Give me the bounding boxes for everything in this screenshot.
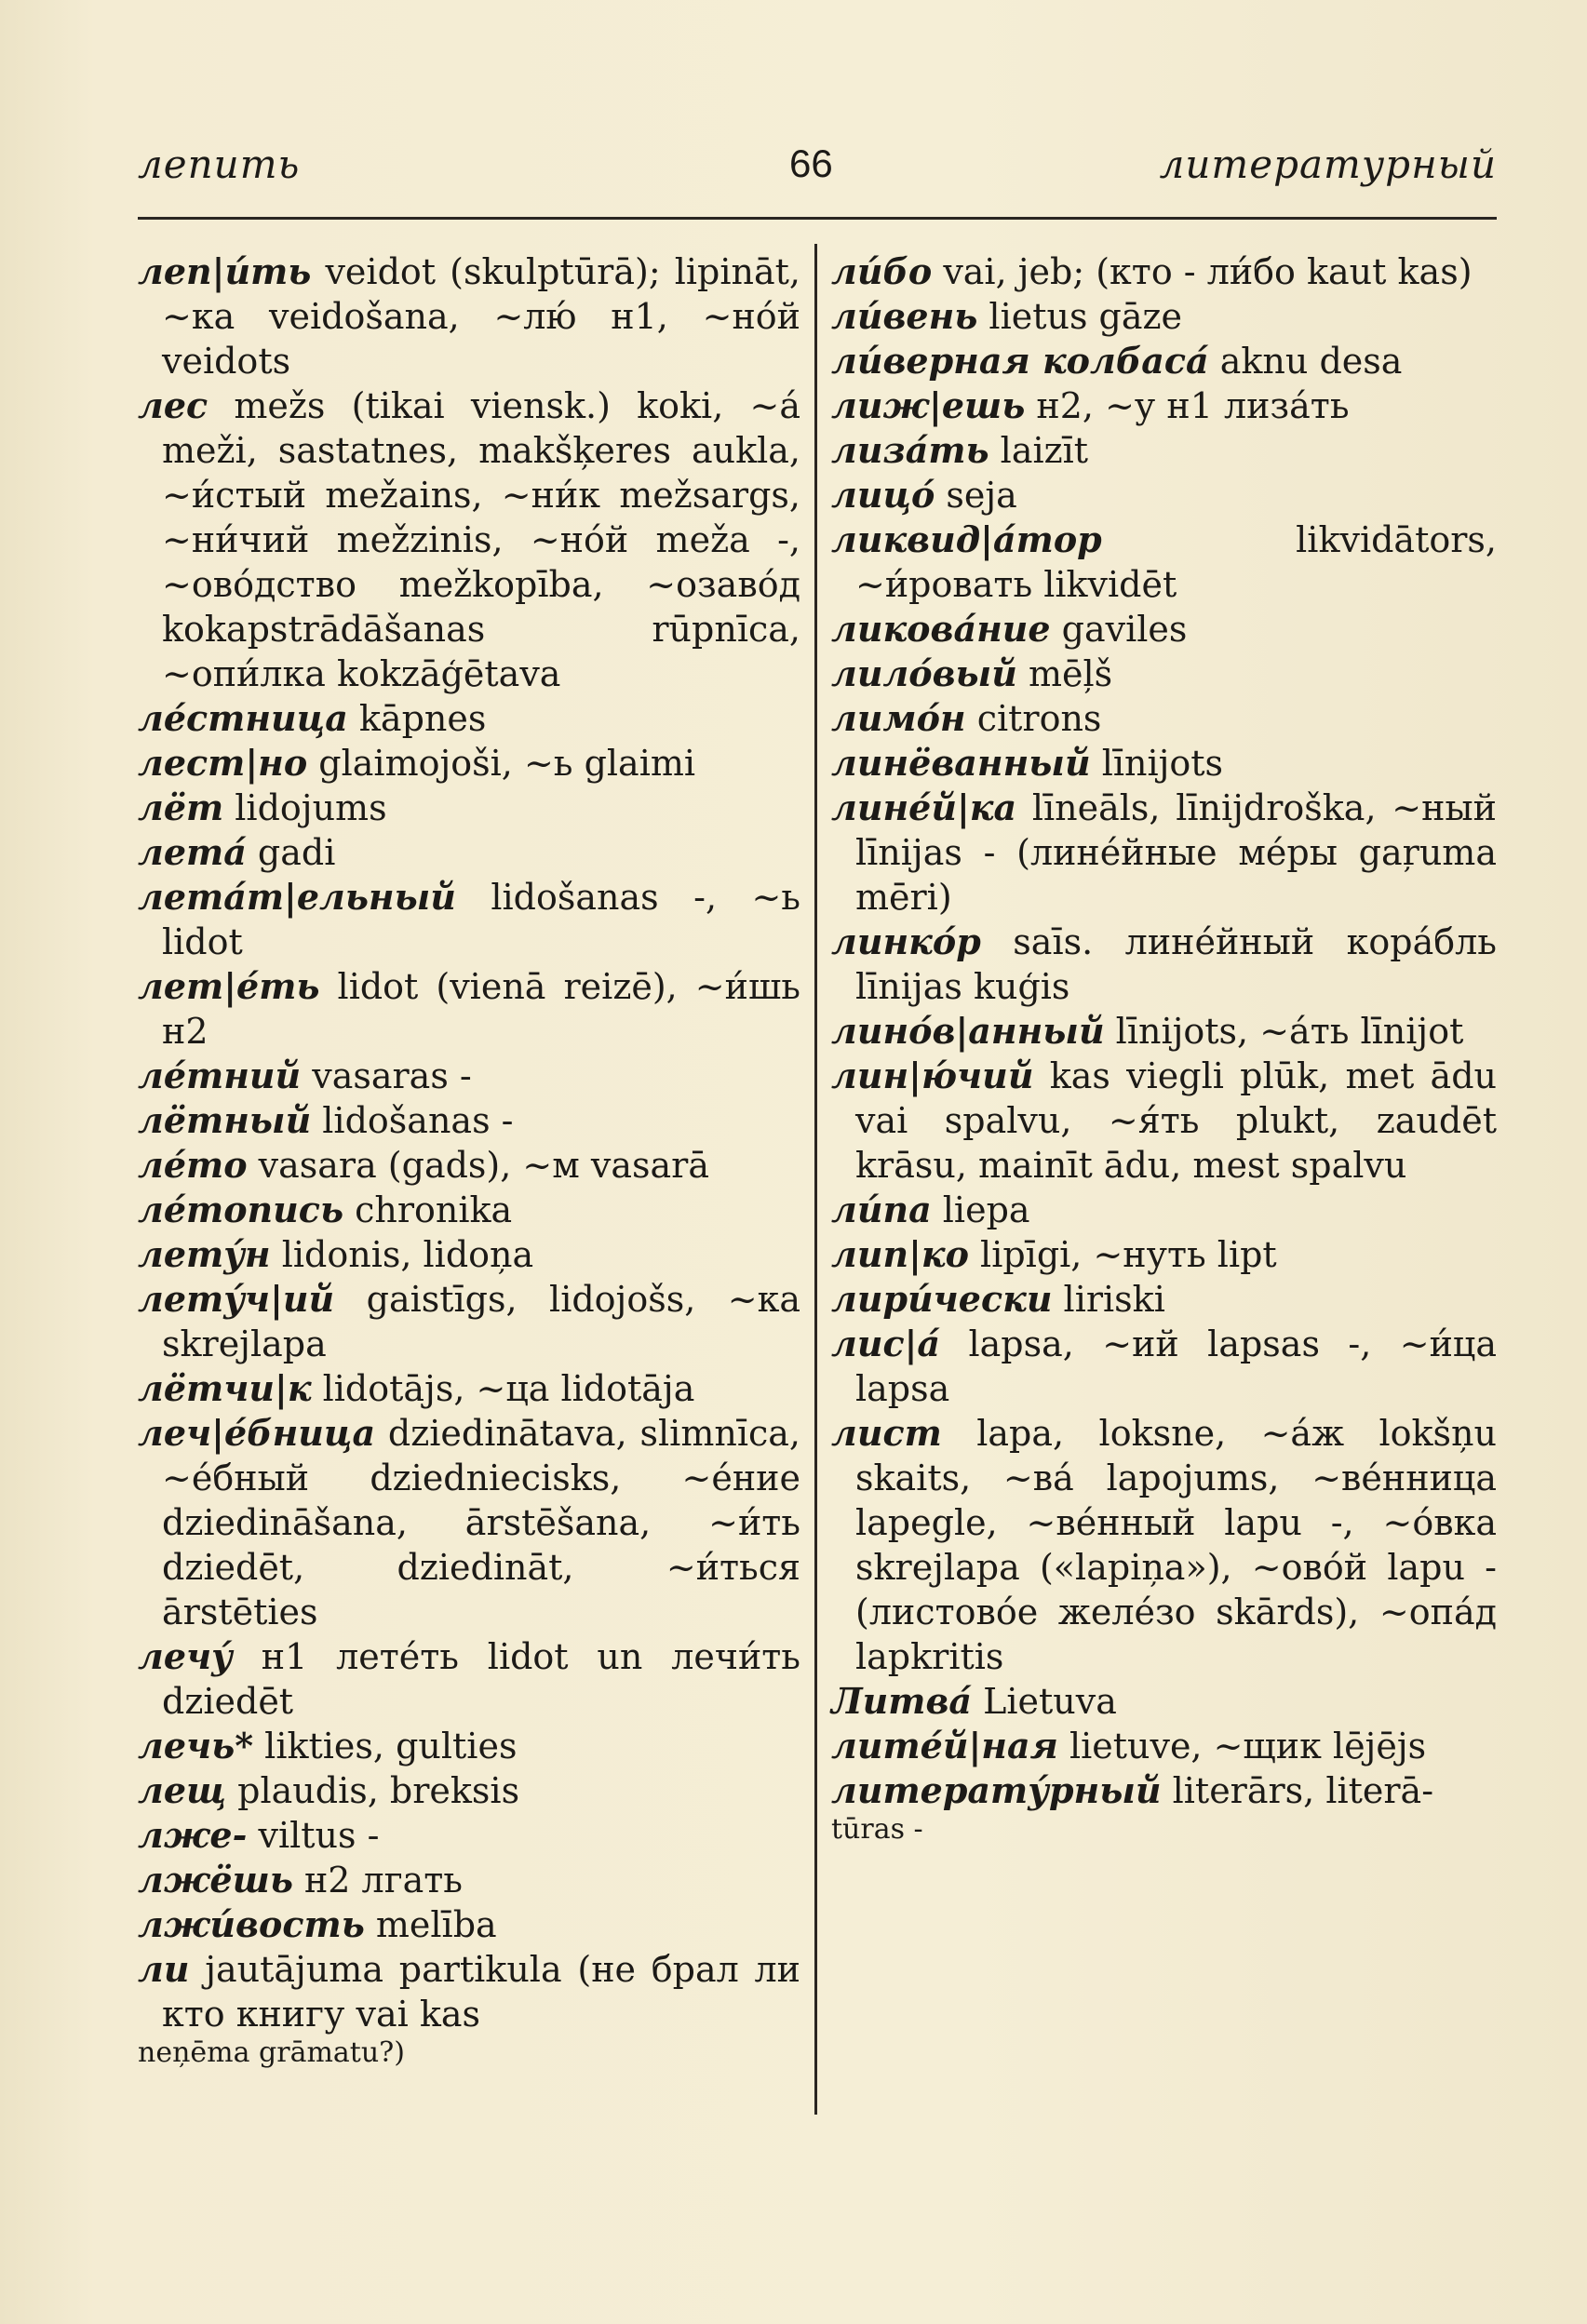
entry-headword: ле́тний	[138, 1055, 302, 1096]
dictionary-entry	[831, 786, 1497, 920]
entry-definition: aknu desa	[1208, 341, 1403, 382]
entry-headword: лётный	[138, 1099, 312, 1141]
dictionary-entry	[831, 249, 1497, 294]
dictionary-entry	[138, 1411, 800, 1634]
entry-headword: лин|ю́чий	[831, 1055, 1034, 1096]
dictionary-entry	[138, 1098, 800, 1143]
dictionary-entry	[831, 428, 1497, 473]
entry-definition: lidošanas -	[311, 1100, 514, 1141]
entry-headword: лиж|ешь	[831, 384, 1026, 426]
entry-definition: gaistīgs, lidojošs, ~ка skrejlapa	[162, 1279, 800, 1364]
entry-definition: lapsa, ~ий lapsas -, ~и́ца lapsa	[855, 1323, 1497, 1409]
header-left-guideword: лепить	[138, 141, 301, 187]
entry-headword: лите́й|ная	[831, 1725, 1058, 1767]
entry-headword: линко́р	[831, 920, 981, 962]
entry-headword: лис|а́	[831, 1323, 941, 1364]
dictionary-entry	[138, 830, 800, 875]
entry-definition: gaviles	[1050, 609, 1188, 650]
entry-headword: лиза́ть	[831, 429, 989, 471]
entry-headword: ли́бо	[831, 250, 933, 292]
dictionary-entry	[138, 383, 800, 696]
entry-headword: лес	[138, 384, 208, 426]
entry-definition: glaimojoši, ~ь glaimi	[307, 743, 696, 784]
header-right-guideword: литературный	[1159, 141, 1497, 187]
dictionary-entry	[138, 696, 800, 741]
entry-headword: ле́топись	[138, 1189, 344, 1230]
entry-headword: лжи́вость	[138, 1903, 365, 1945]
entry-definition: veidot (skulptūrā); lipināt, ~ка veidošana, ~лю́ н1, ~но́й veidots	[162, 251, 800, 382]
entry-headword: лету́ч|ий	[138, 1278, 335, 1320]
entry-headword: лечь*	[138, 1725, 254, 1767]
entry-definition: neņēma grāmatu?)	[138, 2036, 405, 2069]
dictionary-entry	[138, 1634, 800, 1724]
entry-definition: liriski	[1052, 1279, 1165, 1320]
dictionary-entry	[138, 786, 800, 830]
dictionary-entry	[831, 1724, 1497, 1768]
entry-headword: лже-	[138, 1814, 248, 1856]
entry-headword: ли́вень	[831, 295, 978, 337]
dictionary-entry	[138, 1813, 800, 1858]
entry-definition: kas viegli plūk, met ādu vai spalvu, ~я́ть plukt, zaudēt krāsu, mainīt ādu, mest spalvu	[855, 1055, 1497, 1186]
entry-headword: лечу́	[138, 1635, 233, 1677]
dictionary-entry	[831, 1277, 1497, 1322]
entry-headword: лест|но	[138, 742, 308, 784]
entry-definition: melība	[364, 1904, 497, 1945]
entry-headword: лири́чески	[831, 1278, 1053, 1320]
entry-headword: лета́	[138, 831, 247, 873]
entry-definition: saīs. лине́йный кора́бль līnijas kuģis	[855, 921, 1497, 1007]
entry-definition: lidojums	[223, 787, 387, 828]
dictionary-entry	[138, 1768, 800, 1813]
entry-headword: леч|е́бница	[138, 1412, 376, 1454]
dictionary-entry	[831, 1054, 1497, 1188]
entry-definition: lipīgi, ~нуть lipt	[968, 1234, 1277, 1275]
entry-headword: лино́в|анный	[831, 1010, 1105, 1052]
dictionary-entry	[831, 1232, 1497, 1277]
entry-headword: ле́стница	[138, 697, 348, 739]
entry-headword: лета́т|ельный	[138, 876, 456, 918]
dictionary-entry	[831, 696, 1497, 741]
entry-definition: mēļš	[1016, 653, 1113, 694]
page-number: 66	[789, 141, 833, 185]
entry-headword: ли́па	[831, 1189, 932, 1230]
dictionary-entry	[138, 741, 800, 786]
entry-definition: lidot (vienā reizē), ~и́шь н2	[162, 966, 800, 1052]
entry-headword: литерату́рный	[831, 1769, 1162, 1811]
entry-headword: ли	[138, 1948, 190, 1990]
entry-definition: lietuve, ~щик lējējs	[1057, 1726, 1427, 1767]
dictionary-entry	[138, 964, 800, 1054]
dictionary-entry	[831, 920, 1497, 1009]
entry-headword: линёванный	[831, 742, 1091, 784]
dictionary-entry	[831, 741, 1497, 786]
entry-definition: tūras -	[831, 1813, 923, 1846]
entry-definition: lidonis, lidoņa	[270, 1234, 534, 1275]
dictionary-entry	[138, 1902, 800, 1947]
entry-definition: vasara (gads), ~м vasarā	[247, 1145, 709, 1186]
entry-headword: лило́вый	[831, 652, 1017, 694]
entry-definition: lidotājs, ~ца lidotāja	[311, 1368, 695, 1409]
entry-definition: н1 лете́ть lidot un лечи́ть dziedēt	[162, 1636, 800, 1722]
dictionary-entry	[138, 1188, 800, 1232]
dictionary-entry	[138, 1947, 800, 2036]
entry-definition: Lietuva	[972, 1681, 1117, 1722]
entry-headword: Литва́	[831, 1680, 973, 1722]
entry-headword: лист	[831, 1412, 942, 1454]
dictionary-entry	[138, 1366, 800, 1411]
dictionary-entry	[138, 1724, 800, 1768]
entry-headword: лицо́	[831, 474, 935, 516]
entry-definition: lidošanas -, ~ь lidot	[162, 877, 800, 962]
entry-definition: viltus -	[247, 1815, 380, 1856]
entry-headword: лжёшь	[138, 1859, 293, 1901]
entry-headword: лещ	[138, 1769, 227, 1811]
dictionary-entry	[138, 249, 800, 383]
entry-headword: лету́н	[138, 1233, 271, 1275]
dictionary-entry	[138, 1143, 800, 1188]
entry-headword: лип|ко	[831, 1233, 969, 1275]
entry-definition: lapa, loksne, ~а́ж lokšņu skaits, ~ва́ lapojums, ~ве́нница lapegle, ~ве́нный lapu -, ~о́вка skrejlapa («lapiņa»), ~ово́й lapu - (листово́е желе́зо skārds), ~опа́д lapkritis	[855, 1413, 1497, 1677]
entry-definition: dziedinātava, slimnīca, ~е́бный dziedniecisks, ~е́ние dziedināšana, ārstēšana, ~и́ть dziedēt, dziedināt, ~и́ться ārstēties	[162, 1413, 800, 1632]
entry-definition: liepa	[931, 1189, 1030, 1230]
dictionary-entry	[138, 1054, 800, 1098]
entry-headword: ликова́ние	[831, 608, 1051, 650]
page-header	[138, 141, 1497, 197]
dictionary-entry	[831, 294, 1497, 339]
dictionary-entry	[138, 1277, 800, 1366]
left-column	[138, 249, 800, 2070]
dictionary-entry	[831, 1813, 1497, 1847]
entry-definition: līneāls, līnijdroška, ~ный līnijas - (лине́йные ме́ры gaŗuma mēri)	[855, 787, 1497, 918]
dictionary-entry	[831, 1768, 1497, 1813]
dictionary-entry	[831, 652, 1497, 696]
dictionary-entry	[138, 875, 800, 964]
dictionary-entry	[138, 1232, 800, 1277]
entry-definition: jautājuma partikula (не брал ли кто книгу vai kas	[162, 1949, 800, 2035]
entry-definition: kāpnes	[347, 698, 487, 739]
entry-headword: лимо́н	[831, 697, 966, 739]
entry-headword: ли́верная колбаса́	[831, 340, 1209, 382]
right-column	[831, 249, 1497, 1847]
dictionary-entry	[831, 1679, 1497, 1724]
entry-headword: лётчи|к	[138, 1367, 312, 1409]
entry-definition: vasaras -	[301, 1055, 472, 1096]
entry-definition: lietus gāze	[977, 296, 1183, 337]
dictionary-entry	[831, 1188, 1497, 1232]
entry-definition: likties, gulties	[253, 1726, 518, 1767]
entry-definition: seja	[935, 475, 1017, 516]
entry-definition: vai, jeb; (кто - ли́бо kaut kas)	[932, 251, 1473, 292]
entry-headword: лет|е́ть	[138, 965, 320, 1007]
dictionary-entry	[138, 2036, 800, 2070]
dictionary-entry	[831, 1322, 1497, 1411]
dictionary-entry	[831, 339, 1497, 383]
entry-definition: gadi	[246, 832, 336, 873]
entry-headword: лине́й|ка	[831, 786, 1017, 828]
column-divider	[814, 244, 817, 2115]
entry-definition: laizīt	[989, 430, 1089, 471]
dictionary-entry	[831, 607, 1497, 652]
entry-definition: н2 лгать	[292, 1860, 463, 1901]
entry-headword: лёт	[138, 786, 224, 828]
entry-headword: ле́то	[138, 1144, 248, 1186]
dictionary-entry	[831, 383, 1497, 428]
entry-definition: chronika	[343, 1189, 513, 1230]
entry-definition: līnijots	[1090, 743, 1224, 784]
entry-definition: likvidātors, ~и́ровать likvidēt	[855, 519, 1497, 605]
entry-definition: citrons	[965, 698, 1102, 739]
entry-definition: literārs, literā-	[1161, 1770, 1434, 1811]
dictionary-entry	[831, 517, 1497, 607]
dictionary-entry	[831, 473, 1497, 517]
dictionary-entry	[138, 1858, 800, 1902]
dictionary-entry	[831, 1411, 1497, 1679]
entry-headword: леп|и́ть	[138, 250, 312, 292]
entry-definition: н2, ~у н1 лиза́ть	[1025, 385, 1350, 426]
entry-headword: ликвид|а́тор	[831, 518, 1102, 560]
header-rule	[138, 217, 1497, 220]
entry-definition: plaudis, breksis	[226, 1770, 520, 1811]
entry-definition: mežs (tikai viensk.) koki, ~а́ meži, sastatnes, makšķeres aukla, ~и́стый mežains, ~ни́к mežsargs, ~ни́чий mežzinis, ~но́й meža -, ~ово́дство mežkopība, ~озаво́д kokapstrādāšanas rūpnīca, ~опи́лка kokzāģētava	[162, 385, 800, 694]
entry-definition: līnijots, ~а́ть līnijot	[1104, 1011, 1464, 1052]
dictionary-entry	[831, 1009, 1497, 1054]
